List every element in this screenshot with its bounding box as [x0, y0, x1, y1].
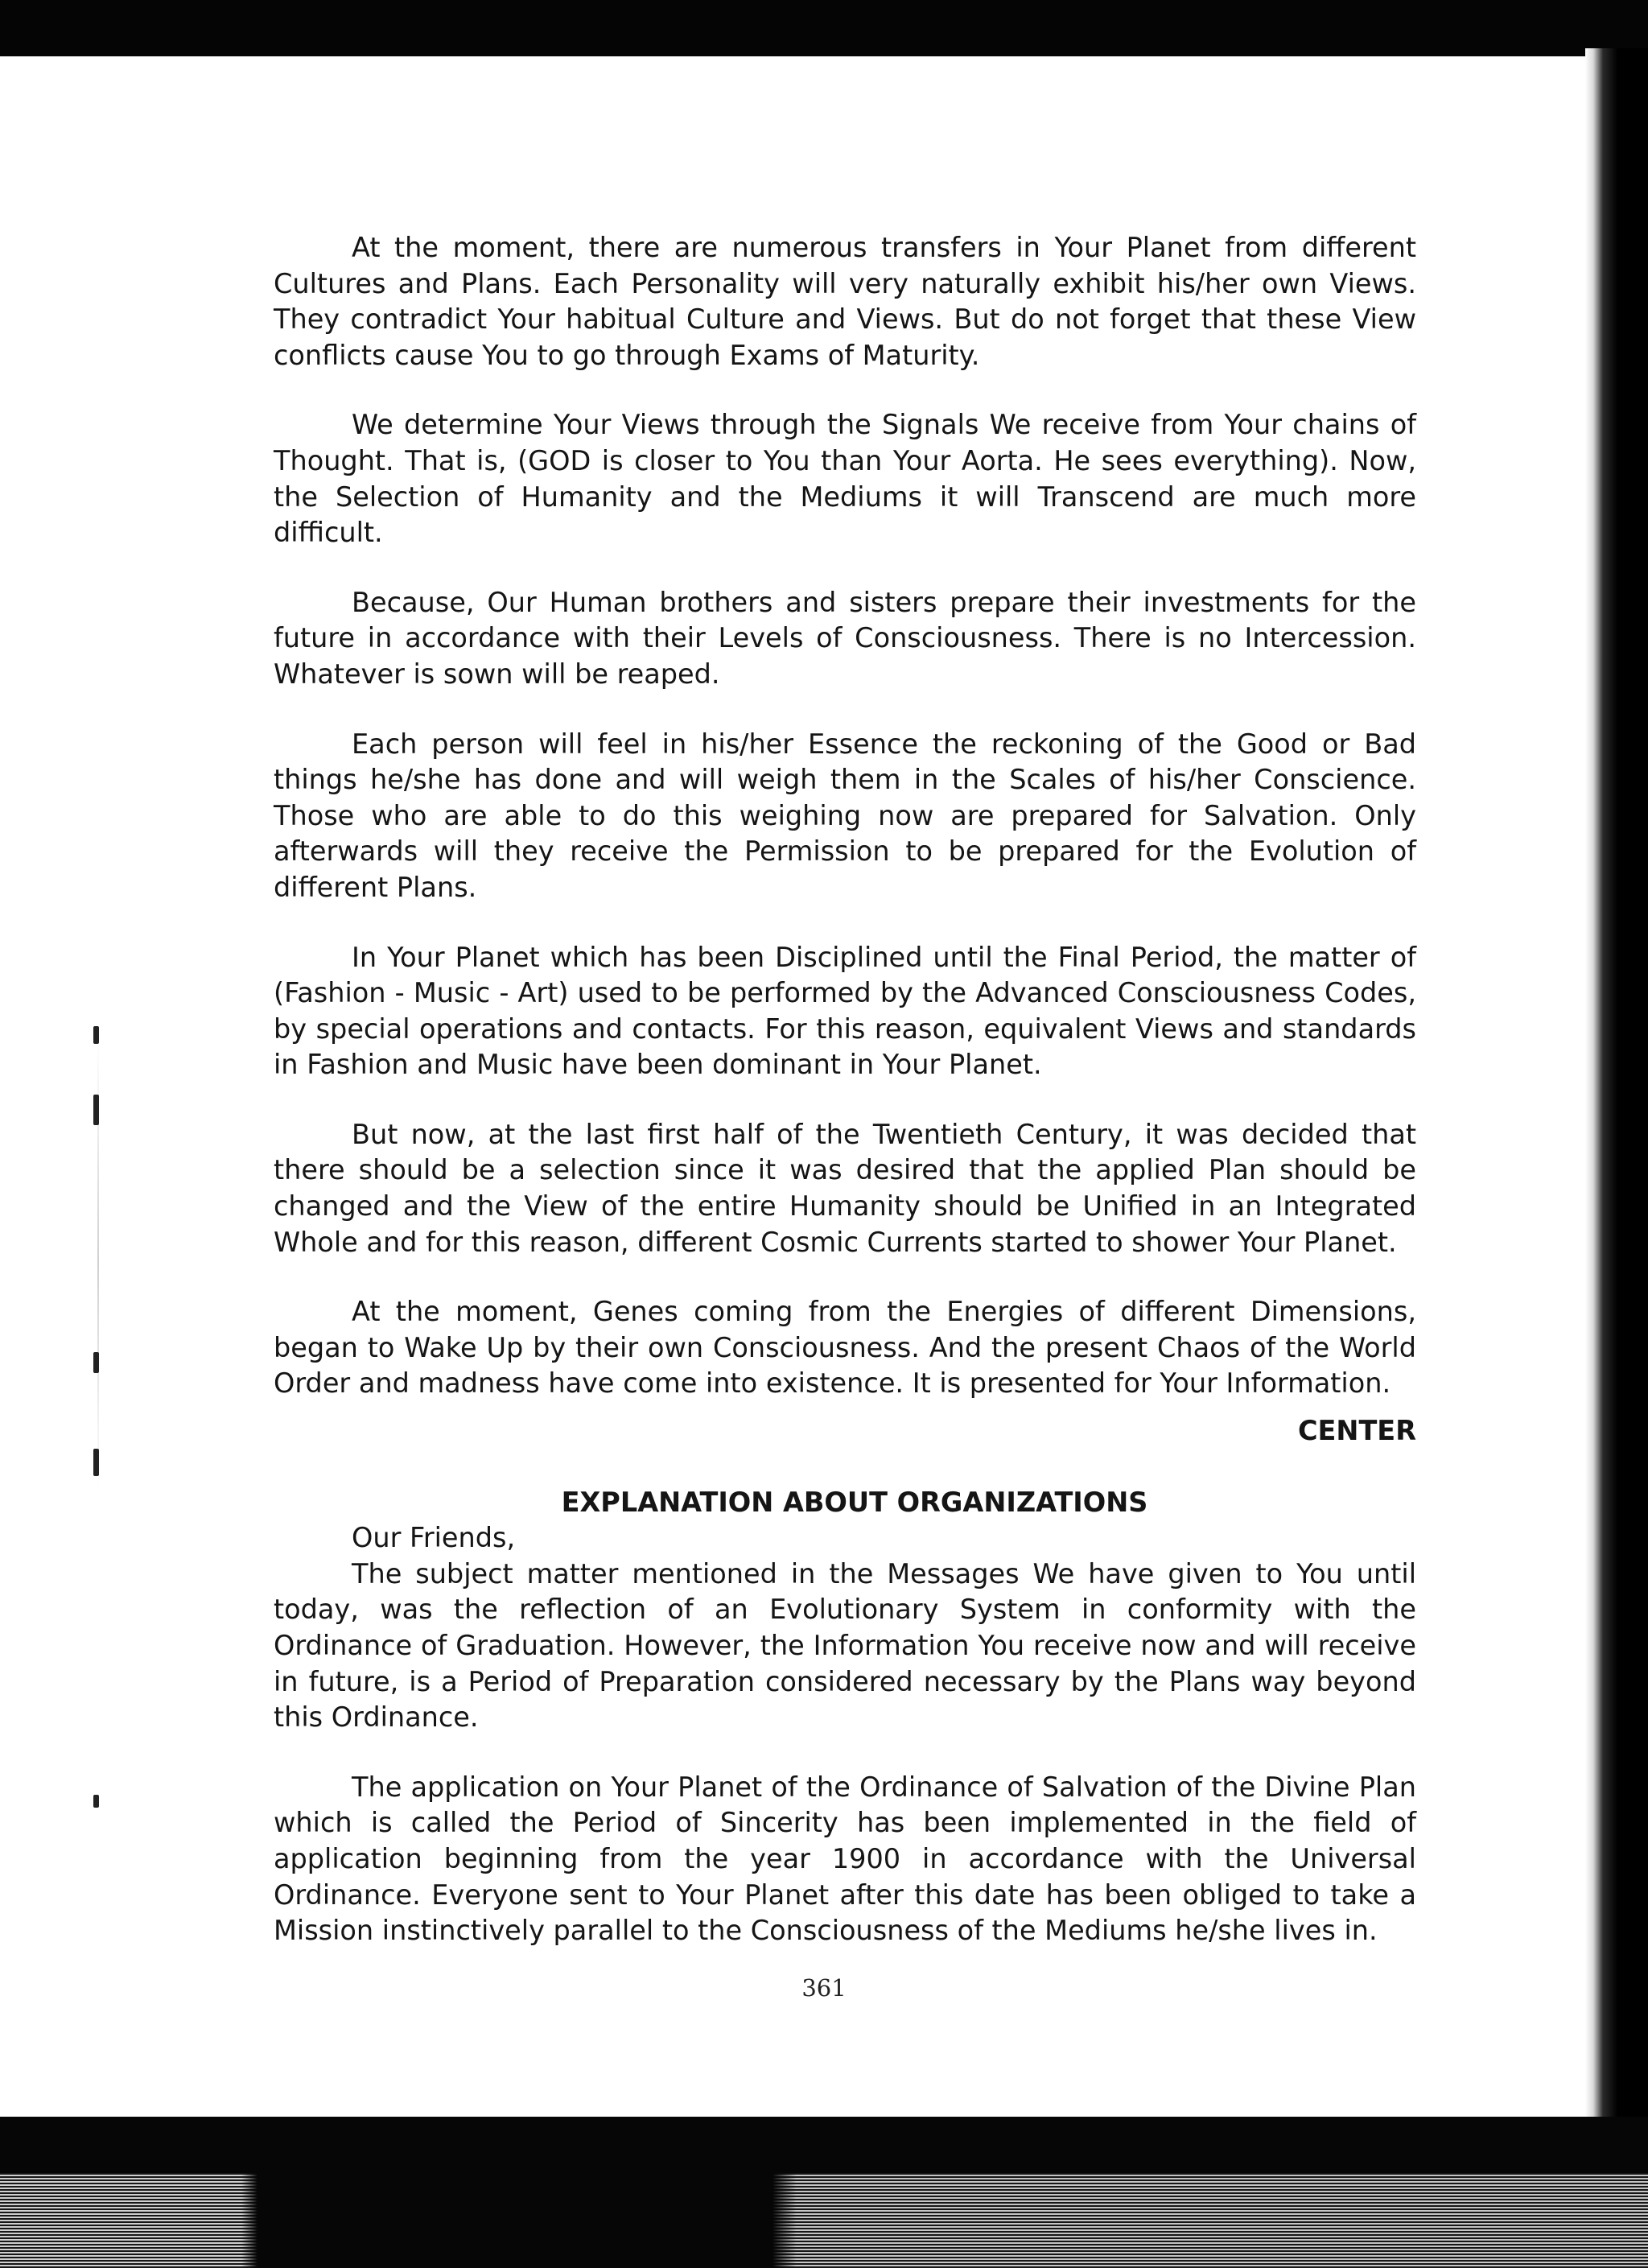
page-number: 361	[801, 1974, 847, 2002]
section-heading: EXPLANATION ABOUT ORGANIZATIONS	[561, 1486, 1148, 1518]
body-paragraph: At the moment, there are numerous transfers in Your Planet from different Cultures and Plans. Each Personality will very naturally exhibit his/her own Views. They contradict Your habitual Culture and Views. But do not forget that these View conflicts cause You to go through Exams of Maturity.	[274, 232, 1416, 371]
body-paragraph: The application on Your Planet of the Ordinance of Salvation of the Divine Plan which is called the Period of Sincerity has been implemented in the field of application beginning from the year 1900 in accordance with the Universal Ordinance. Everyone sent to Your Planet after this date has been obliged to take a Mission instinctively parallel to the Consciousness of the Mediums he/she lives in.	[274, 1771, 1416, 1947]
body-paragraph: In Your Planet which has been Disciplined until the Final Period, the matter of (Fashion - Music - Art) used to be performed by the Advanced Consciousness Codes, by special operations and contacts. For this reason, equivalent Views and standards in Fashion and Music have been dominant in Your Planet.	[274, 941, 1416, 1081]
body-paragraph: The subject matter mentioned in the Messages We have given to You until today, was the reflection of an Evolutionary System in conformity with the Ordinance of Graduation. However, the Information You receive now and will receive in future, is a Period of Preparation considered necessary by the Plans way beyond this Ordinance.	[274, 1557, 1416, 1734]
signature: CENTER	[1297, 1415, 1416, 1447]
scan-noise-bottom	[0, 2173, 1648, 2268]
binding-mark	[93, 1795, 99, 1808]
scan-border-top	[0, 0, 1648, 56]
body-paragraph: At the moment, Genes coming from the Energies of different Dimensions, began to Wake Up by their own Consciousness. And the present Chaos of the World Order and madness have come into existence. It is presented for Your Information.	[274, 1296, 1416, 1400]
body-paragraph: We determine Your Views through the Signals We receive from Your chains of Thought. That is, (GOD is closer to You than Your Aorta. He sees everything). Now, the Selection of Humanity and the Mediums it will Transcend are much more difficult.	[274, 409, 1416, 549]
binding-mark	[93, 1095, 99, 1125]
body-paragraph: But now, at the last first half of the Twentieth Century, it was decided that there should be a selection since it was desired that the applied Plan should be changed and the View of the entire Humanity should be Unified in an Integrated Whole and for this reason, different Cosmic Currents started to shower Your Planet.	[274, 1118, 1416, 1258]
page-body	[274, 230, 1416, 1983]
salutation: Our Friends,	[352, 1522, 516, 1554]
binding-mark	[93, 1352, 99, 1373]
binding-mark	[93, 1449, 99, 1476]
body-paragraph: Each person will feel in his/her Essence the reckoning of the Good or Bad things he/she has done and will weigh them in the Scales of his/her Conscience. Those who are able to do this weighing now are prepared for Salvation. Only afterwards will they receive the Permission to be prepared for the Evolution of different Plans.	[274, 728, 1416, 903]
body-paragraph: Because, Our Human brothers and sisters prepare their investments for the future in accordance with their Levels of Consciousness. There is no Intercession. Whatever is sown will be reaped.	[274, 586, 1416, 690]
binding-mark	[93, 1026, 99, 1044]
scan-border-right	[1585, 48, 1648, 2157]
